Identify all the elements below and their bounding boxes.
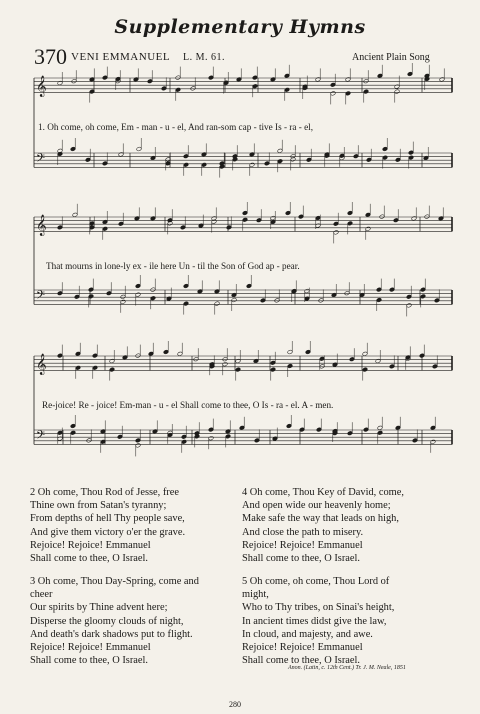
verse-line: Rejoice! Rejoice! Emmanuel	[30, 539, 151, 551]
verse-line: 2 Oh come, Thou Rod of Jesse, free	[30, 487, 179, 498]
verse-line: Who to Thy tribes, on Sinai's height,	[242, 602, 395, 614]
lyrics-line-3: Re-joice! Re - joice! Em-man - u - el Shall come to thee, O Is - ra - el. A - men.	[42, 400, 334, 410]
verse-line: And death's dark shadows put to flight.	[30, 628, 193, 640]
verse-line: Rejoice! Rejoice! Emmanuel	[30, 642, 151, 654]
page-heading: Supplementary Hymns	[114, 16, 366, 38]
treble-clef: 𝄞	[36, 354, 47, 375]
bass-clef: 𝄢	[36, 429, 46, 445]
verse-line: cheer	[30, 589, 53, 601]
bass-clef: 𝄢	[36, 152, 46, 168]
verse-line: Shall come to thee, O Israel.	[30, 553, 149, 565]
verse-2	[30, 486, 185, 565]
hymn-attribution: Anon. (Latin, c. 12th Cent.) Tr. J. M. Neale, 1851	[288, 665, 406, 671]
verse-line: 5 Oh come, oh come, Thou Lord of	[242, 576, 390, 587]
lyrics-line-2: That mourns in lone-ly ex - ile here Un - til the Son of God ap - pear.	[46, 261, 300, 271]
verse-line: And close the path to misery.	[242, 526, 364, 538]
verse-line: From depths of hell Thy people save,	[30, 513, 185, 525]
verse-line: might,	[242, 589, 269, 601]
verse-5	[242, 575, 394, 667]
verse-line: Make safe the way that leads on high,	[242, 513, 399, 525]
verse-3	[30, 575, 199, 667]
verse-line: 4 Oh come, Thou Key of David, come,	[242, 487, 404, 498]
verse-4	[242, 486, 404, 565]
verse-line: And open wide our heavenly home;	[242, 500, 391, 512]
verse-line: And give them victory o'er the grave.	[30, 526, 186, 538]
hymn-number: 370	[34, 44, 67, 69]
verse-line: Disperse the gloomy clouds of night,	[30, 615, 184, 627]
hymn-source: Ancient Plain Song	[352, 52, 430, 63]
hymn-tune-name: VENI EMMANUEL	[71, 51, 171, 63]
verse-line: Shall come to thee, O Israel.	[242, 655, 361, 667]
verse-line: In ancient times didst give the law,	[242, 615, 387, 627]
treble-clef: 𝄞	[36, 76, 47, 97]
verse-line: Thine own from Satan's tyranny;	[30, 500, 167, 512]
verse-line: Shall come to thee, O Israel.	[242, 553, 361, 565]
lyrics-line-1: 1. Oh come, oh come, Em - man - u - el, And ran-som cap - tive Is - ra - el,	[38, 122, 314, 132]
page-number: 280	[229, 700, 241, 709]
verse-line: Shall come to thee, O Israel.	[30, 655, 149, 667]
verse-line: In cloud, and majesty, and awe.	[242, 628, 373, 640]
bass-clef: 𝄢	[36, 289, 46, 305]
verse-line: Rejoice! Rejoice! Emmanuel	[242, 642, 363, 654]
verse-line: 3 Oh come, Thou Day-Spring, come and	[30, 576, 199, 587]
treble-clef: 𝄞	[36, 215, 47, 236]
verse-line: Rejoice! Rejoice! Emmanuel	[242, 539, 363, 551]
hymn-meter: L. M. 61.	[183, 52, 225, 63]
verse-line: Our spirits by Thine advent here;	[30, 602, 168, 614]
